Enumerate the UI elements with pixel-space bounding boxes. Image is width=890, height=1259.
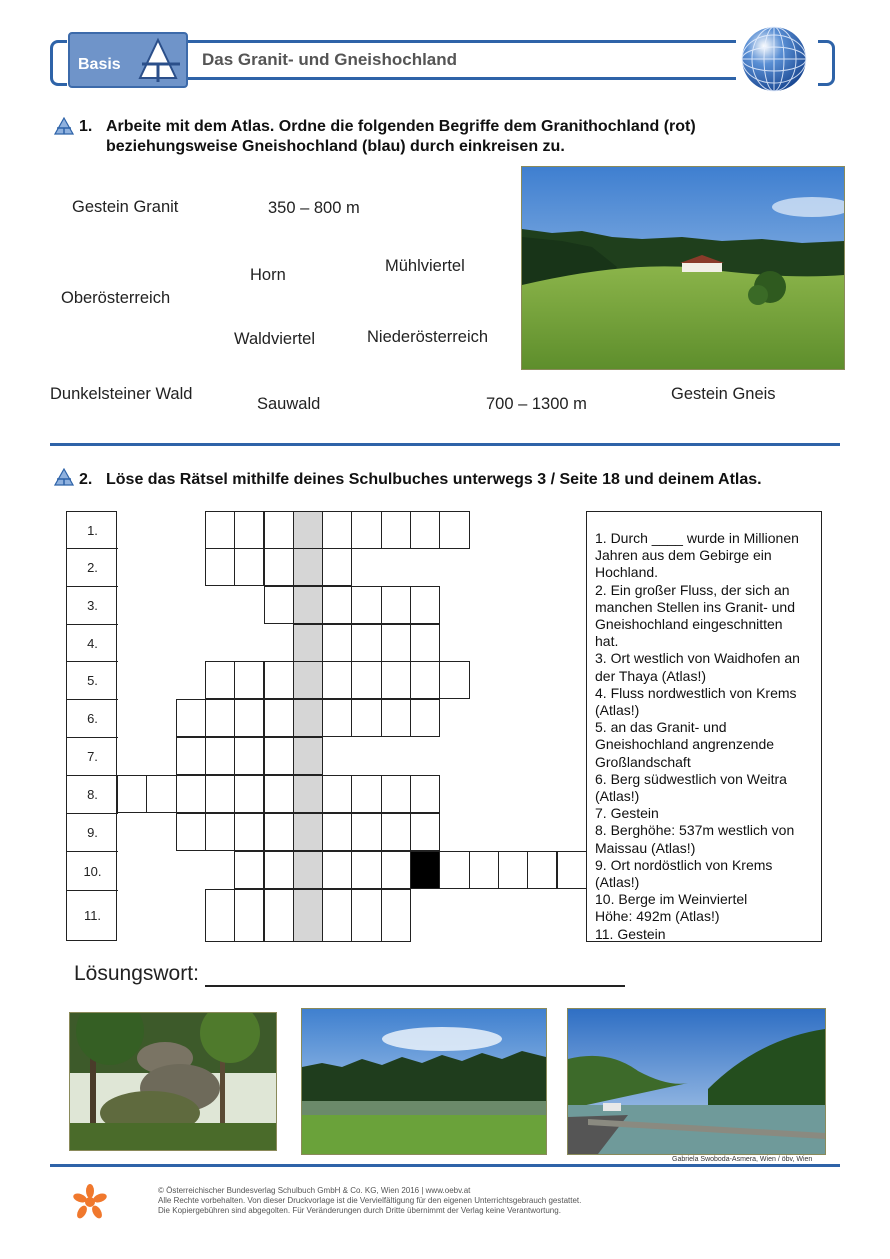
crossword-cell[interactable]	[351, 624, 381, 662]
crossword-cell[interactable]	[322, 624, 352, 662]
crossword-cell[interactable]	[381, 511, 411, 549]
clue-line: (Atlas!)	[595, 788, 640, 805]
crossword-cell[interactable]	[205, 813, 235, 851]
crossword-cell[interactable]	[381, 624, 411, 662]
clue-line: 3. Ort westlich von Waidhofen an	[595, 650, 800, 667]
term-gestein-gneis[interactable]: Gestein Gneis	[671, 385, 776, 403]
term-oberoesterreich[interactable]: Oberösterreich	[61, 289, 171, 307]
crossword-cell[interactable]	[410, 813, 440, 851]
crossword-cell[interactable]	[117, 775, 147, 813]
crossword-cell[interactable]	[322, 851, 352, 889]
crossword-cell[interactable]	[351, 699, 381, 737]
crossword-cell[interactable]	[205, 737, 235, 775]
clue-line: hat.	[595, 633, 619, 650]
row-number: 7.	[87, 749, 98, 764]
row-number: 4.	[87, 636, 98, 651]
crossword-cell[interactable]	[351, 775, 381, 813]
crossword-cell[interactable]	[381, 661, 411, 699]
crossword-cell[interactable]	[234, 813, 264, 851]
clue-line: 9. Ort nordöstlich von Krems	[595, 856, 773, 873]
landscape-photo	[521, 166, 845, 370]
crossword-cell[interactable]	[293, 775, 323, 813]
crossword-cell[interactable]	[322, 586, 352, 624]
crossword-cell[interactable]	[381, 775, 411, 813]
crossword-cell[interactable]	[351, 511, 381, 549]
crossword-cell[interactable]	[234, 548, 264, 586]
crossword-cell[interactable]	[322, 889, 352, 942]
crossword-cell[interactable]	[234, 775, 264, 813]
clue-line: 1. Durch ____ wurde in Millionen	[595, 530, 799, 546]
crossword-cell[interactable]	[498, 851, 528, 889]
crossword-cell[interactable]	[293, 586, 323, 624]
crossword-cell[interactable]	[264, 661, 294, 699]
crossword-cell[interactable]	[205, 661, 235, 699]
term-waldviertel[interactable]: Waldviertel	[234, 330, 315, 348]
footer-line1: © Österreichischer Bundesverlag Schulbuch GmbH & Co. KG, Wien 2016 | www.oebv.at	[158, 1186, 471, 1195]
task1-instruction-line2: beziehungsweise Gneishochland (blau) durch einkreisen zu.	[106, 138, 565, 155]
crossword-cell[interactable]	[439, 661, 469, 699]
crossword-cell[interactable]	[205, 775, 235, 813]
crossword-cell[interactable]	[146, 775, 176, 813]
crossword-cell[interactable]	[264, 586, 294, 624]
crossword-cell[interactable]	[293, 699, 323, 737]
basis-label: Basis	[78, 56, 121, 73]
crossword-cell[interactable]	[234, 661, 264, 699]
footer-divider	[50, 1164, 840, 1167]
crossword-cell[interactable]	[439, 511, 469, 549]
row-number: 11.	[83, 908, 102, 923]
crossword-cell[interactable]	[410, 586, 440, 624]
crossword-cell	[410, 851, 440, 889]
crossword-cell[interactable]	[205, 889, 235, 942]
crossword-cell[interactable]	[264, 851, 294, 889]
page-title: Das Granit- und Gneishochland	[202, 50, 458, 69]
solution-label: Lösungswort:	[74, 962, 199, 985]
header-line-bottom	[188, 77, 736, 80]
crossword-cell[interactable]	[176, 737, 206, 775]
clues-box	[586, 511, 822, 942]
publisher-logo-icon	[72, 1184, 108, 1220]
clue-line: (Atlas!)	[595, 874, 640, 891]
crossword-cell[interactable]	[264, 889, 294, 942]
row-number: 6.	[87, 711, 98, 726]
section-divider	[50, 443, 840, 446]
clue-line: 10. Berge im Weinviertel	[595, 891, 748, 908]
solution-input-line[interactable]	[205, 985, 625, 987]
clue-line: 2. Ein großer Fluss, der sich an	[595, 581, 790, 598]
crossword-cell[interactable]	[557, 851, 587, 889]
crossword-cell[interactable]	[234, 851, 264, 889]
clue-line: manchen Stellen ins Granit- und	[595, 598, 795, 615]
task-triangle-icon	[54, 117, 74, 135]
crossword-cell[interactable]	[264, 737, 294, 775]
clue-line: Hochland.	[595, 564, 659, 581]
clue-line: 4. Fluss nordwestlich von Krems	[595, 684, 797, 701]
clue-line: 6. Berg südwestlich von Weitra	[595, 770, 787, 787]
crossword-cell[interactable]	[293, 851, 323, 889]
crossword-cell[interactable]	[410, 511, 440, 549]
task2-instruction: Löse das Rätsel mithilfe deines Schulbuches unterwegs 3 / Seite 18 und deinem Atlas.	[106, 471, 762, 488]
crossword-cell[interactable]	[176, 813, 206, 851]
crossword-cell[interactable]	[351, 586, 381, 624]
task2-number: 2.	[79, 471, 93, 488]
clue-line: Maissau (Atlas!)	[595, 839, 696, 856]
term-muehlviertel[interactable]: Mühlviertel	[385, 257, 465, 275]
crossword-cell[interactable]	[264, 813, 294, 851]
crossword-cell[interactable]	[410, 661, 440, 699]
crossword-cell[interactable]	[381, 851, 411, 889]
crossword-cell[interactable]	[351, 889, 381, 942]
row-number: 3.	[87, 598, 98, 613]
crossword-cell[interactable]	[264, 548, 294, 586]
clue-line: 5. an das Granit- und	[595, 719, 727, 736]
row-number: 5.	[87, 673, 98, 688]
crossword-cell[interactable]	[381, 813, 411, 851]
row-number: 10.	[83, 864, 102, 879]
clue-line: (Atlas!)	[595, 702, 640, 719]
crossword-cell[interactable]	[322, 661, 352, 699]
clue-line: Jahren aus dem Gebirge ein	[595, 547, 772, 564]
crossword-cell[interactable]	[176, 775, 206, 813]
crossword-cell[interactable]	[293, 813, 323, 851]
term-sauwald[interactable]: Sauwald	[257, 395, 321, 413]
row-number: 8.	[87, 787, 98, 802]
rock-forest-photo	[69, 1012, 277, 1151]
clue-line: Gneishochland angrenzende	[595, 736, 775, 753]
crossword-cell[interactable]	[234, 737, 264, 775]
crossword-cell[interactable]	[410, 775, 440, 813]
crossword-cell[interactable]	[234, 889, 264, 942]
crossword-cell[interactable]	[351, 661, 381, 699]
clue-line: Gneishochland eingeschnitten	[595, 616, 783, 633]
crossword-cell[interactable]	[351, 813, 381, 851]
crossword-cell[interactable]	[439, 851, 469, 889]
term-dunkelsteiner-wald[interactable]: Dunkelsteiner Wald	[50, 385, 193, 403]
crossword-cell[interactable]	[469, 851, 499, 889]
crossword-cell[interactable]	[264, 699, 294, 737]
crossword-cell[interactable]	[527, 851, 557, 889]
term-niederoesterreich[interactable]: Niederösterreich	[367, 328, 489, 346]
crossword-cell[interactable]	[205, 548, 235, 586]
clue-line: 7. Gestein	[595, 805, 659, 822]
pond-forest-photo	[301, 1008, 547, 1155]
row-number: 1.	[87, 523, 98, 538]
footer-text	[158, 1186, 581, 1216]
crossword-cell[interactable]	[293, 889, 323, 942]
clue-line: Großlandschaft	[595, 753, 691, 770]
term-700-1300[interactable]: 700 – 1300 m	[486, 395, 587, 413]
clue-line: 11. Gestein	[595, 925, 666, 942]
crossword-cell[interactable]	[293, 624, 323, 662]
term-horn[interactable]: Horn	[250, 266, 286, 284]
crossword-number-column	[66, 511, 117, 941]
globe-icon	[741, 26, 807, 92]
crossword-cell[interactable]	[351, 851, 381, 889]
task1-number: 1.	[79, 118, 93, 135]
crossword-cell[interactable]	[234, 699, 264, 737]
crossword-cell[interactable]	[293, 737, 323, 775]
crossword-cell[interactable]	[264, 775, 294, 813]
crossword-cell[interactable]	[381, 889, 411, 942]
photo-credit: Gabriela Swoboda-Asmera, Wien / öbv, Wien	[672, 1156, 813, 1163]
task1-instruction-line1: Arbeite mit dem Atlas. Ordne die folgenden Begriffe dem Granithochland (rot)	[106, 118, 696, 135]
header-line-top	[188, 40, 736, 43]
crossword-cell[interactable]	[410, 624, 440, 662]
crossword-cell[interactable]	[322, 548, 352, 586]
footer-line3: Die Kopiergebühren sind abgegolten. Für Veränderungen durch Dritte übernimmt der Verlag keine Verantwortung.	[158, 1206, 561, 1215]
row-number: 2.	[87, 560, 98, 575]
header-bracket-right	[818, 40, 835, 86]
header-bracket-left	[50, 40, 67, 86]
term-gestein-granit[interactable]: Gestein Granit	[72, 198, 179, 216]
crossword-cell[interactable]	[322, 813, 352, 851]
crossword-cell[interactable]	[264, 511, 294, 549]
crossword-cell[interactable]	[410, 699, 440, 737]
clue-line: der Thaya (Atlas!)	[595, 667, 707, 684]
term-350-800[interactable]: 350 – 800 m	[268, 199, 360, 217]
clues-list	[587, 530, 808, 943]
task-triangle-icon	[54, 468, 74, 486]
crossword-cell[interactable]	[322, 699, 352, 737]
clue-line: 8. Berghöhe: 537m westlich von	[595, 822, 795, 839]
crossword-cell[interactable]	[293, 511, 323, 549]
crossword-cell[interactable]	[234, 511, 264, 549]
crossword-cell[interactable]	[322, 775, 352, 813]
clue-line: Höhe: 492m (Atlas!)	[595, 908, 720, 925]
crossword-cell[interactable]	[293, 661, 323, 699]
crossword-cell[interactable]	[293, 548, 323, 586]
crossword-cell[interactable]	[322, 511, 352, 549]
row-number: 9.	[87, 825, 98, 840]
crossword-cell[interactable]	[176, 699, 206, 737]
crossword-cell[interactable]	[205, 699, 235, 737]
crossword-cell[interactable]	[381, 699, 411, 737]
crossword-cell[interactable]	[381, 586, 411, 624]
danube-valley-photo	[567, 1008, 826, 1155]
footer-line2: Alle Rechte vorbehalten. Von dieser Druckvorlage ist die Vervielfältigung für den eigenen Unterrichtsgebrauch gestattet.	[158, 1196, 582, 1205]
crossword-cell[interactable]	[205, 511, 235, 549]
